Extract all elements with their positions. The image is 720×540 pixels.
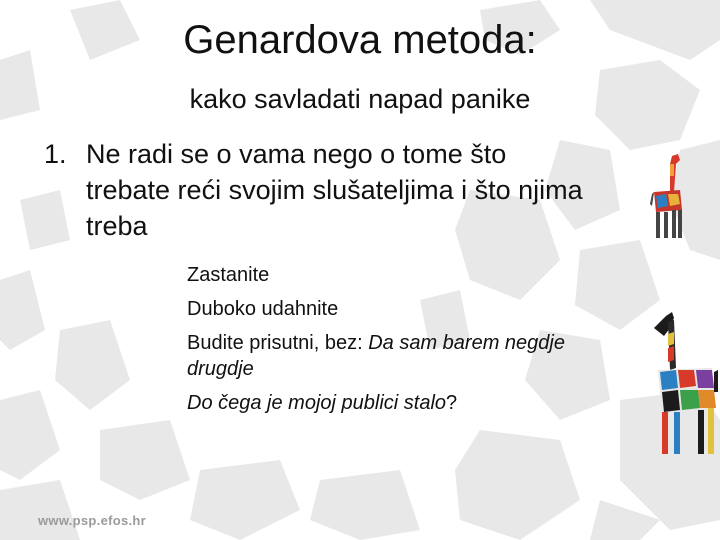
large-giraffe-icon [648, 308, 720, 458]
subpoint-italic-text: Do čega je mojoj publici stalo [187, 392, 447, 414]
subpoint-item: Zastanite [187, 264, 270, 286]
slide-title: Genardova metoda: [183, 18, 537, 62]
point-line-1: Ne radi se o vama nego o tome što [86, 139, 507, 169]
numbered-point [44, 136, 664, 244]
subpoint-item [187, 330, 587, 382]
point-number: 1. [44, 139, 67, 169]
subpoint-plain-text: ? [446, 392, 458, 414]
point-line-2: trebate reći svojim slušateljima i što njima [86, 175, 583, 205]
footer-url: www.psp.efos.hr [38, 513, 147, 528]
small-giraffe-icon [644, 152, 690, 242]
point-line-3: treba [86, 211, 148, 241]
subpoint-item: Duboko udahnite [187, 298, 339, 320]
subpoint-list [187, 262, 587, 424]
slide-subtitle: kako savladati napad panike [189, 84, 531, 114]
subpoint-plain-text: Budite prisutni, bez: [187, 332, 369, 354]
subpoint-item [187, 390, 587, 416]
subpoint-italic-text: Da sam barem negdje drugdje [187, 332, 565, 380]
point-text [86, 136, 664, 244]
